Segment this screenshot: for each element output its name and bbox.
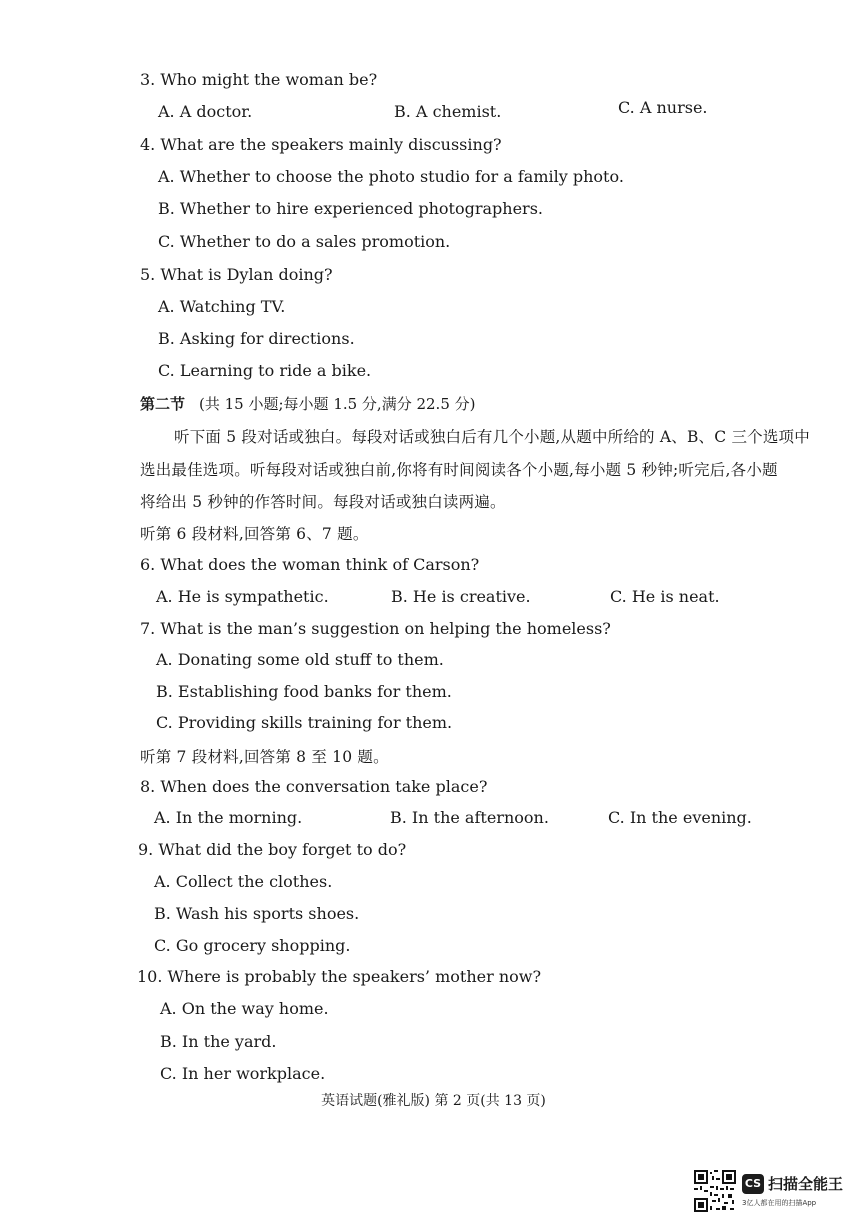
question-4-option-c: C. Whether to do a sales promotion. xyxy=(158,232,451,251)
question-3-stem: 3. Who might the woman be? xyxy=(140,70,378,89)
question-6-option-c: C. He is neat. xyxy=(610,587,720,606)
question-10-option-b: B. In the yard. xyxy=(160,1032,277,1051)
scanner-app-name: 扫描全能王 xyxy=(768,1175,844,1193)
question-3-option-a: A. A doctor. xyxy=(158,102,253,121)
section-2-meta: (共 15 小题;每小题 1.5 分,满分 22.5 分) xyxy=(199,395,476,413)
section-2-instruction-line-1: 听下面 5 段对话或独白。每段对话或独白后有几个小题,从题中所给的 A、B、C 三个选项中 xyxy=(174,428,810,446)
question-9-option-a: A. Collect the clothes. xyxy=(154,872,333,891)
page-footer: 英语试题(雅礼版) 第 2 页(共 13 页) xyxy=(321,1093,546,1109)
question-6-option-a: A. He is sympathetic. xyxy=(156,587,329,606)
question-10-stem: 10. Where is probably the speakers’ mother now? xyxy=(137,967,542,986)
passage-7-instruction: 听第 7 段材料,回答第 8 至 10 题。 xyxy=(140,748,389,766)
question-5-option-b: B. Asking for directions. xyxy=(158,329,355,348)
section-2-heading xyxy=(140,393,476,414)
question-6-stem: 6. What does the woman think of Carson? xyxy=(140,555,480,574)
question-5-option-c: C. Learning to ride a bike. xyxy=(158,361,372,380)
question-9-stem: 9. What did the boy forget to do? xyxy=(138,840,407,859)
question-3-option-b: B. A chemist. xyxy=(394,102,502,121)
question-3-option-c: C. A nurse. xyxy=(618,98,708,117)
camscanner-logo: CS xyxy=(742,1174,764,1194)
question-10-option-a: A. On the way home. xyxy=(160,999,329,1018)
question-10-option-c: C. In her workplace. xyxy=(160,1064,326,1083)
question-4-stem: 4. What are the speakers mainly discussing? xyxy=(140,135,502,154)
question-4-option-b: B. Whether to hire experienced photographers. xyxy=(158,199,543,218)
question-8-option-c: C. In the evening. xyxy=(608,808,752,827)
question-6-option-b: B. He is creative. xyxy=(391,587,531,606)
question-7-option-b: B. Establishing food banks for them. xyxy=(156,682,452,701)
question-8-stem: 8. When does the conversation take place? xyxy=(140,777,488,796)
question-5-stem: 5. What is Dylan doing? xyxy=(140,265,333,284)
qr-code-icon xyxy=(694,1170,736,1212)
question-8-option-a: A. In the morning. xyxy=(154,808,303,827)
question-9-option-b: B. Wash his sports shoes. xyxy=(154,904,360,923)
section-2-instruction-line-2: 选出最佳选项。听每段对话或独白前,你将有时间阅读各个小题,每小题 5 秒钟;听完后,各小题 xyxy=(140,461,778,479)
passage-6-instruction: 听第 6 段材料,回答第 6、7 题。 xyxy=(140,525,369,543)
question-7-stem: 7. What is the man’s suggestion on helping the homeless? xyxy=(140,619,611,638)
question-7-option-c: C. Providing skills training for them. xyxy=(156,713,453,732)
question-9-option-c: C. Go grocery shopping. xyxy=(154,936,351,955)
scanner-app-tagline: 3亿人都在用的扫描App xyxy=(742,1199,817,1207)
question-8-option-b: B. In the afternoon. xyxy=(390,808,549,827)
question-5-option-a: A. Watching TV. xyxy=(158,297,286,316)
section-2-title: 第二节 xyxy=(140,395,186,413)
question-4-option-a: A. Whether to choose the photo studio for a family photo. xyxy=(158,167,624,186)
scanner-watermark xyxy=(694,1170,854,1214)
question-7-option-a: A. Donating some old stuff to them. xyxy=(156,650,444,669)
section-2-instruction-line-3: 将给出 5 秒钟的作答时间。每段对话或独白读两遍。 xyxy=(140,493,506,511)
